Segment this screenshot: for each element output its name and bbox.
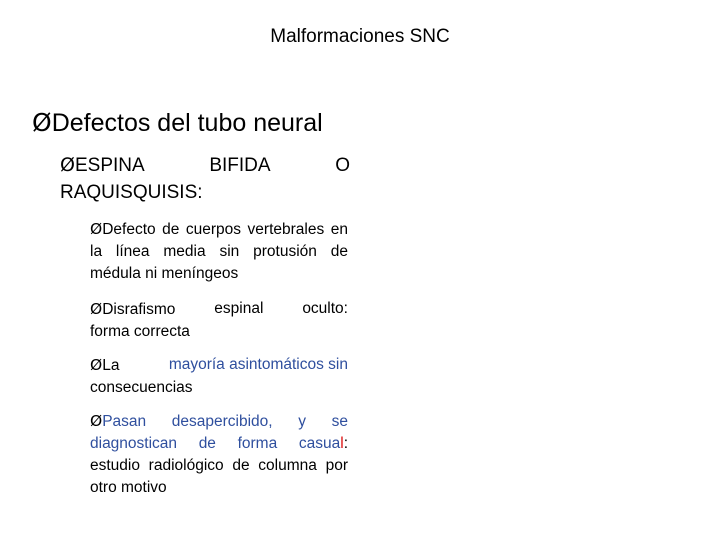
bullet-level3-item bbox=[90, 298, 348, 343]
arrow-bullet-icon: Ø bbox=[90, 300, 103, 318]
bullet-level3-text: La bbox=[102, 357, 120, 374]
bullet-level3-word: oculto: bbox=[302, 300, 348, 317]
slide-title: Malformaciones SNC bbox=[270, 26, 450, 47]
bullet-level1 bbox=[32, 108, 323, 138]
bullet-level3-line2: forma correcta bbox=[90, 323, 190, 340]
bullet-level2-word: O bbox=[335, 155, 350, 176]
bullet-level2-word: BIFIDA bbox=[209, 155, 271, 176]
arrow-bullet-icon: Ø bbox=[90, 356, 103, 374]
bullet-level3-item bbox=[90, 410, 348, 499]
bullet-level3-line2: consecuencias bbox=[90, 379, 193, 396]
arrow-bullet-icon: Ø bbox=[90, 220, 103, 238]
bullet-level3-highlight: Pasan desapercibido, y se diagnostican de forma casua bbox=[90, 413, 348, 452]
arrow-bullet-icon: Ø bbox=[60, 154, 75, 176]
bullet-level3-text: Defecto de cuerpos vertebrales en la línea media sin protusión de médula ni meníngeos bbox=[90, 221, 348, 282]
bullet-level3-red-letter: l bbox=[340, 435, 344, 452]
bullet-level2-line2: RAQUISQUISIS: bbox=[60, 182, 203, 203]
arrow-bullet-icon: Ø bbox=[32, 108, 52, 137]
bullet-level3-item bbox=[90, 218, 348, 285]
bullet-level3-text: : estudio radiológico de columna por otro motivo bbox=[90, 435, 348, 496]
arrow-bullet-icon: Ø bbox=[90, 412, 103, 430]
bullet-level2 bbox=[60, 152, 350, 206]
bullet-level3-highlight: mayoría asintomáticos sin bbox=[168, 356, 348, 373]
bullet-level2-word: ESPINA bbox=[74, 155, 145, 176]
bullet-level1-text: Defectos del tubo neural bbox=[51, 109, 323, 137]
bullet-level3-item bbox=[90, 354, 348, 399]
bullet-level3-word: Disrafismo bbox=[102, 301, 176, 318]
bullet-level2-line1 bbox=[60, 152, 350, 179]
bullet-level3-word: espinal bbox=[214, 300, 264, 317]
